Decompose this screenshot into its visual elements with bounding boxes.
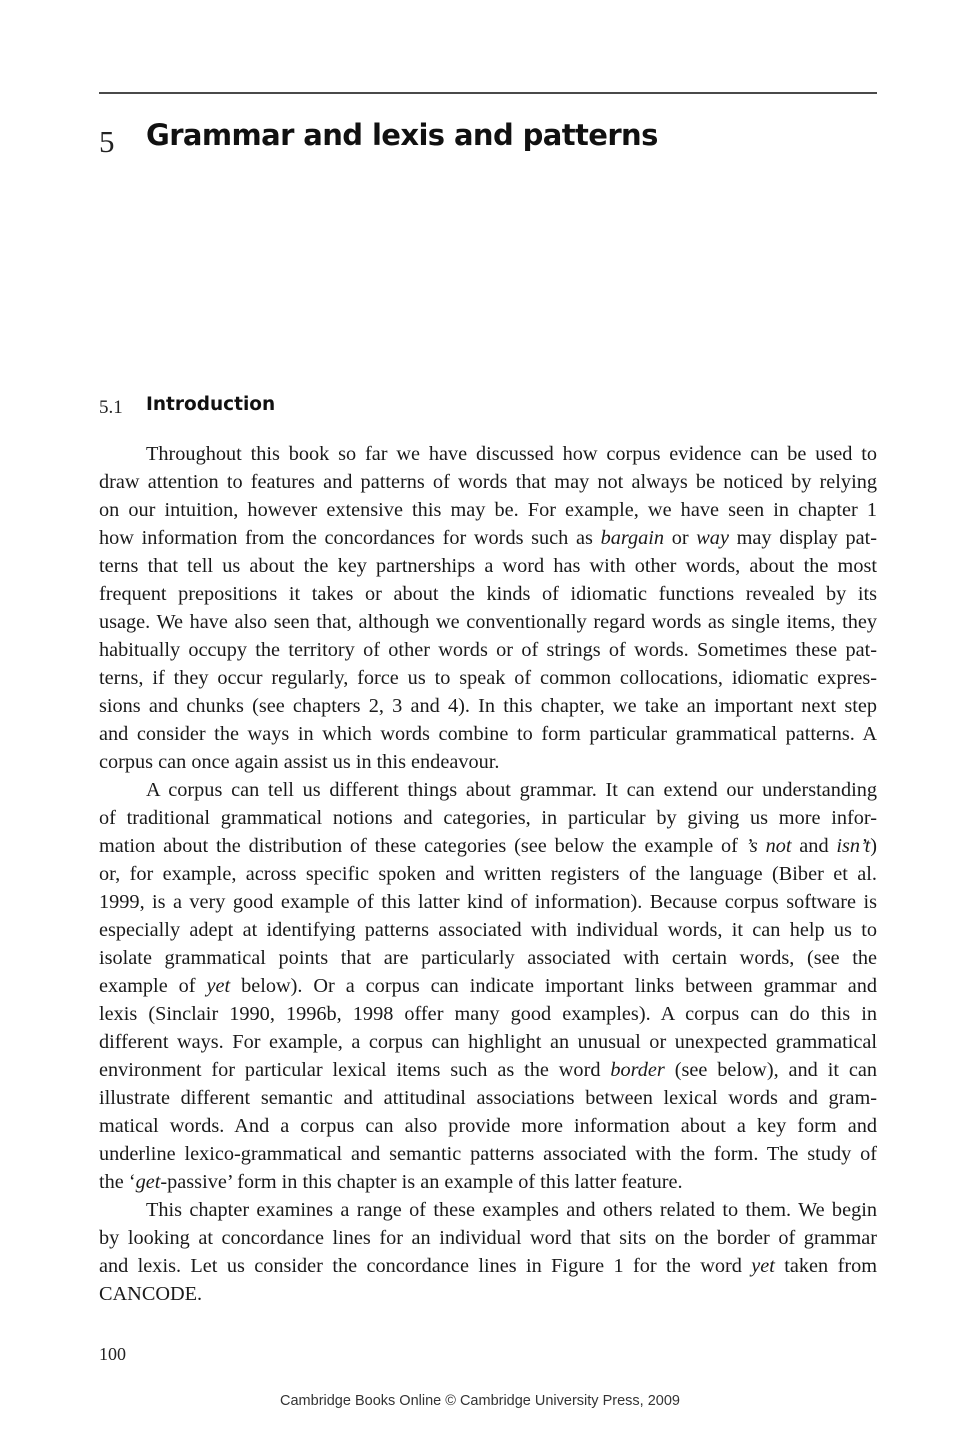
text-line <box>99 580 877 608</box>
text-line <box>99 692 877 720</box>
text-run: terns, if they occur regularly, force us to speak of common collocations, idiomatic expres- <box>99 667 877 689</box>
text-line <box>99 1224 877 1252</box>
text-line <box>99 468 877 496</box>
text-line <box>99 1000 877 1028</box>
paragraph-3 <box>99 1196 877 1308</box>
chapter-title: Grammar and lexis and patterns <box>146 118 658 152</box>
page-number: 100 <box>99 1344 126 1364</box>
text-run: 1999, is a very good example of this latter kind of information). Because corpus software is <box>99 891 877 913</box>
text-line <box>99 944 877 972</box>
text-line <box>99 776 877 804</box>
text-run: (see below), and it can <box>664 1059 877 1081</box>
text-run: or <box>664 527 697 549</box>
text-run: frequent prepositions it takes or about the kinds of idiomatic functions revealed by its <box>99 583 877 605</box>
text-run: terns that tell us about the key partnerships a word has with other words, about the most <box>99 555 877 577</box>
text-run: underline lexico-grammatical and semantic patterns associated with the form. The study of <box>99 1143 877 1165</box>
text-line <box>99 1140 877 1168</box>
text-run: environment for particular lexical items such as the word <box>99 1059 611 1081</box>
italic-term: border <box>610 1059 665 1081</box>
text-run: how information from the concordances for words such as <box>99 527 601 549</box>
text-run: taken from <box>774 1255 877 1277</box>
text-line <box>99 636 877 664</box>
text-line <box>99 916 877 944</box>
text-run: ) <box>870 835 877 857</box>
text-line <box>99 860 877 888</box>
text-run: habitually occupy the territory of other words or of strings of words. Sometimes these pat- <box>99 639 877 661</box>
top-rule <box>99 92 877 94</box>
text-run: or, for example, across specific spoken and written registers of the language (Biber et al. <box>99 863 877 885</box>
section-heading <box>99 394 699 420</box>
text-run: the ‘ <box>99 1171 136 1193</box>
paragraph-1 <box>99 440 877 776</box>
text-line <box>99 804 877 832</box>
body-text <box>99 440 877 1308</box>
text-run: illustrate different semantic and attitudinal associations between lexical words and gram- <box>99 1087 877 1109</box>
text-line <box>99 1252 877 1280</box>
text-run: This chapter examines a range of these examples and others related to them. We begin <box>146 1199 877 1221</box>
text-run: CANCODE. <box>99 1283 203 1305</box>
text-run: -passive’ form in this chapter is an example of this latter feature. <box>160 1171 683 1193</box>
text-line <box>99 524 877 552</box>
italic-term: get <box>135 1171 161 1193</box>
text-run: usage. We have also seen that, although we conventionally regard words as single items, they <box>99 611 877 633</box>
text-line <box>99 720 877 748</box>
text-run: different ways. For example, a corpus can highlight an unusual or unexpected grammatical <box>99 1031 877 1053</box>
text-line <box>99 748 877 776</box>
italic-term: ’s not <box>745 835 792 857</box>
text-run: A corpus can tell us different things about grammar. It can extend our understanding <box>146 779 877 801</box>
text-line <box>99 440 877 468</box>
text-line <box>99 608 877 636</box>
text-run: corpus can once again assist us in this endeavour. <box>99 751 500 773</box>
text-run: draw attention to features and patterns of words that may not always be noticed by relying <box>99 471 877 493</box>
paragraph-2 <box>99 776 877 1196</box>
italic-term: isn’t <box>836 835 871 857</box>
text-run: of traditional grammatical notions and categories, in particular by giving us more infor- <box>99 807 877 829</box>
italic-term: yet <box>751 1255 775 1277</box>
text-run: below). Or a corpus can indicate important links between grammar and <box>230 975 878 997</box>
text-line <box>99 664 877 692</box>
text-line <box>99 496 877 524</box>
italic-term: yet <box>206 975 231 997</box>
section-title: Introduction <box>146 394 276 415</box>
text-line <box>99 1168 877 1196</box>
text-run: and <box>791 835 837 857</box>
text-run: by looking at concordance lines for an individual word that sits on the border of grammar <box>99 1227 877 1249</box>
text-run: isolate grammatical points that are particularly associated with certain words, (see the <box>99 947 877 969</box>
section-number: 5.1 <box>99 397 123 418</box>
text-line <box>99 1280 877 1308</box>
text-line <box>99 832 877 860</box>
text-run: example of <box>99 975 207 997</box>
copyright-footer: Cambridge Books Online © Cambridge University Press, 2009 <box>280 1393 680 1409</box>
text-run: may display pat- <box>728 527 877 549</box>
text-line <box>99 552 877 580</box>
text-run: especially adept at identifying patterns associated with individual words, it can help us to <box>99 919 877 941</box>
text-run: matical words. And a corpus can also provide more information about a key form and <box>99 1115 877 1137</box>
text-line <box>99 1112 877 1140</box>
italic-term: bargain <box>600 527 665 549</box>
text-run: sions and chunks (see chapters 2, 3 and 4). In this chapter, we take an important next step <box>99 695 877 717</box>
text-line <box>99 1084 877 1112</box>
text-run: and lexis. Let us consider the concordance lines in Figure 1 for the word <box>99 1255 752 1277</box>
text-line <box>99 972 877 1000</box>
text-line <box>99 888 877 916</box>
chapter-number: 5 <box>99 124 115 159</box>
text-line <box>99 1056 877 1084</box>
text-run: mation about the distribution of these categories (see below the example of <box>99 835 746 857</box>
chapter-heading <box>99 118 877 162</box>
text-run: Throughout this book so far we have discussed how corpus evidence can be used to <box>146 443 877 465</box>
text-line <box>99 1028 877 1056</box>
text-run: lexis (Sinclair 1990, 1996b, 1998 offer many good examples). A corpus can do this in <box>99 1003 877 1025</box>
text-run: and consider the ways in which words combine to form particular grammatical patterns. A <box>99 723 877 745</box>
italic-term: way <box>696 527 729 549</box>
text-run: on our intuition, however extensive this may be. For example, we have seen in chapter 1 <box>99 499 877 521</box>
text-line <box>99 1196 877 1224</box>
